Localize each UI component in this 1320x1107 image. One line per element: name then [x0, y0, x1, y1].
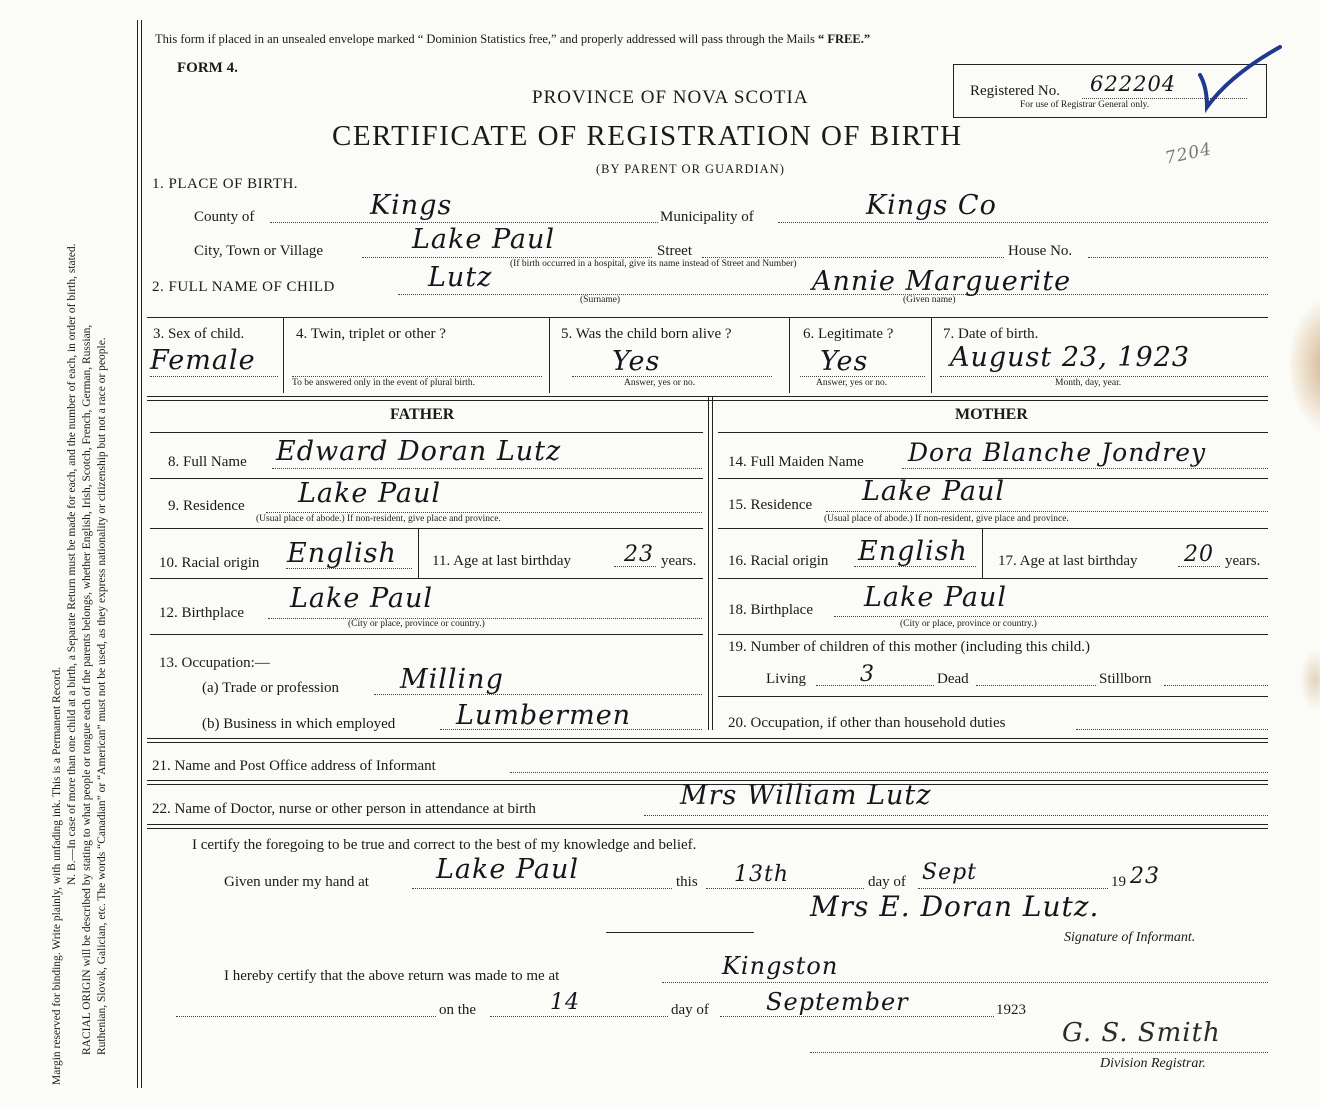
mother-residence-value: Lake Paul [862, 476, 1006, 507]
mail-notice: This form if placed in an unsealed envelope marked “ Dominion Statistics free,” and properly addressed will pass through the Mails “ FREE.” [155, 32, 871, 46]
father-name-value: Edward Doran Lutz [276, 436, 562, 467]
father-age-unit: years. [661, 553, 697, 569]
date-of-birth-caption: Month, day, year. [1055, 378, 1122, 388]
father-heading: FATHER [390, 406, 455, 423]
mother-residence-caption: (Usual place of abode.) If non-resident, give place and province. [824, 514, 1069, 524]
registrar-month-value: September [766, 988, 909, 1016]
year-prefix: 19 [1111, 874, 1126, 890]
certificate-title: CERTIFICATE OF REGISTRATION OF BIRTH [332, 120, 963, 152]
mother-age-label: 17. Age at last birthday [998, 553, 1138, 569]
registrar-day-of-label: day of [671, 1002, 709, 1018]
registrar-statement: I hereby certify that the above return was made to me at [224, 968, 560, 984]
street-label: Street [657, 243, 692, 259]
attendant-value: Mrs William Lutz [680, 780, 932, 811]
twin-label: 4. Twin, triplet or other ? [296, 326, 446, 342]
registered-label: Registered No. [970, 83, 1060, 99]
child-name-label: 2. FULL NAME OF CHILD [152, 279, 335, 295]
certify-month-value: Sept [922, 860, 978, 885]
registrar-note: For use of Registrar General only. [1020, 100, 1150, 110]
date-of-birth-value: August 23, 1923 [950, 342, 1191, 373]
given-place-value: Lake Paul [436, 854, 580, 885]
municipality-value: Kings Co [866, 190, 997, 221]
dead-label: Dead [937, 671, 969, 687]
on-the-label: on the [439, 1002, 477, 1018]
margin-line: N. B.—In case of more than one child at a birth, a Separate Return must be made for each, and the number of each, in order of birth, stated. [66, 243, 78, 885]
father-birthplace-caption: (City or place, province or country.) [348, 619, 485, 629]
water-stain [1300, 650, 1320, 710]
registrar-signature: G. S. Smith [1062, 1018, 1221, 1048]
city-value: Lake Paul [412, 224, 556, 255]
day-of-label: day of [868, 874, 906, 890]
margin-instructions [50, 20, 142, 1085]
mother-age-value: 20 [1184, 542, 1214, 567]
margin-rule [141, 20, 142, 1088]
father-age-value: 23 [624, 542, 654, 567]
form-number: FORM 4. [177, 60, 238, 76]
informant-label: 21. Name and Post Office address of Informant [152, 758, 436, 774]
informant-signature: Mrs E. Doran Lutz. [810, 890, 1100, 923]
living-value: 3 [860, 662, 875, 687]
father-birthplace-value: Lake Paul [290, 583, 434, 614]
attendant-label: 22. Name of Doctor, nurse or other person in attendance at birth [152, 801, 536, 817]
stillborn-label: Stillborn [1099, 671, 1152, 687]
given-under-hand-label: Given under my hand at [224, 874, 369, 890]
mother-racial-origin-value: English [858, 536, 968, 567]
mother-birthplace-value: Lake Paul [864, 582, 1008, 613]
born-alive-caption: Answer, yes or no. [624, 378, 696, 388]
municipality-label: Municipality of [660, 209, 754, 225]
mother-racial-origin-label: 16. Racial origin [728, 553, 829, 569]
father-racial-origin-value: English [287, 538, 397, 569]
water-stain [1290, 300, 1320, 430]
mother-birthplace-label: 18. Birthplace [728, 602, 813, 618]
city-label: City, Town or Village [194, 243, 324, 259]
child-given-name-value: Annie Marguerite [812, 266, 1072, 297]
father-age-label: 11. Age at last birthday [432, 553, 571, 569]
father-residence-caption: (Usual place of abode.) If non-resident, give place and province. [256, 514, 501, 524]
mother-residence-label: 15. Residence [728, 497, 813, 513]
registrar-year: 1923 [996, 1002, 1026, 1018]
margin-line: Ruthenian, Slovak, Galician, etc. The words “Canadian” or “American” must not be used, as they express nationality or citizenship but not a race or people. [96, 337, 108, 1055]
trade-label: (a) Trade or profession [202, 680, 340, 696]
check-mark-icon [1195, 45, 1285, 115]
certify-year-value: 23 [1130, 864, 1160, 889]
living-label: Living [766, 671, 806, 687]
registered-number: 622204 [1090, 72, 1177, 96]
mother-name-value: Dora Blanche Jondrey [908, 438, 1207, 467]
province-heading: PROVINCE OF NOVA SCOTIA [532, 87, 809, 108]
margin-rule [137, 20, 138, 1088]
house-number-label: House No. [1008, 243, 1073, 259]
hospital-note: (If birth occurred in a hospital, give its name instead of Street and Number) [510, 259, 797, 269]
father-residence-label: 9. Residence [168, 498, 245, 514]
child-surname-value: Lutz [428, 262, 493, 293]
sex-value: Female [150, 345, 256, 376]
father-name-label: 8. Full Name [168, 454, 247, 470]
place-of-birth-heading: 1. PLACE OF BIRTH. [152, 176, 299, 192]
certify-day-value: 13th [734, 862, 790, 887]
county-value: Kings [370, 190, 453, 221]
county-label: County of [194, 209, 255, 225]
margin-line: RACIAL ORIGIN will be described by stating to what people or tongue each of the parents belongs, whether English, Irish, Scotch, French, German, Russian, [81, 324, 93, 1055]
father-birthplace-label: 12. Birthplace [159, 605, 244, 621]
legitimate-value: Yes [820, 346, 869, 377]
mother-name-label: 14. Full Maiden Name [728, 454, 864, 470]
trade-value: Milling [400, 664, 504, 695]
father-racial-origin-label: 10. Racial origin [159, 555, 260, 571]
registrar-place-value: Kingston [722, 952, 839, 980]
registrar-day-value: 14 [550, 990, 580, 1015]
surname-caption: (Surname) [580, 295, 621, 305]
children-count-label: 19. Number of children of this mother (including this child.) [728, 639, 1091, 655]
this-label: this [676, 874, 698, 890]
business-value: Lumbermen [456, 700, 632, 731]
born-alive-value: Yes [612, 346, 661, 377]
filing-stamp: 7204 [1163, 139, 1214, 169]
mother-heading: MOTHER [955, 406, 1028, 423]
twin-caption: To be answered only in the event of plural birth. [292, 378, 475, 388]
legitimate-label: 6. Legitimate ? [803, 326, 894, 342]
mother-age-unit: years. [1225, 553, 1261, 569]
signature-caption: Signature of Informant. [1064, 930, 1196, 945]
certify-statement: I certify the foregoing to be true and correct to the best of my knowledge and belief. [192, 837, 697, 853]
born-alive-label: 5. Was the child born alive ? [561, 326, 732, 342]
legitimate-caption: Answer, yes or no. [816, 378, 888, 388]
sex-label: 3. Sex of child. [153, 326, 245, 342]
margin-line: Margin reserved for binding. Write plainly, with unfading ink. This is a Permanent Record. [51, 666, 63, 1085]
father-residence-value: Lake Paul [298, 478, 442, 509]
mother-occupation-label: 20. Occupation, if other than household duties [728, 715, 1006, 731]
mother-birthplace-caption: (City or place, province or country.) [900, 619, 1037, 629]
given-name-caption: (Given name) [903, 295, 956, 305]
business-label: (b) Business in which employed [202, 716, 396, 732]
occupation-label: 13. Occupation:— [159, 655, 270, 671]
certificate-subtitle: (BY PARENT OR GUARDIAN) [596, 162, 785, 176]
date-of-birth-label: 7. Date of birth. [943, 326, 1039, 342]
registrar-caption: Division Registrar. [1100, 1056, 1206, 1071]
